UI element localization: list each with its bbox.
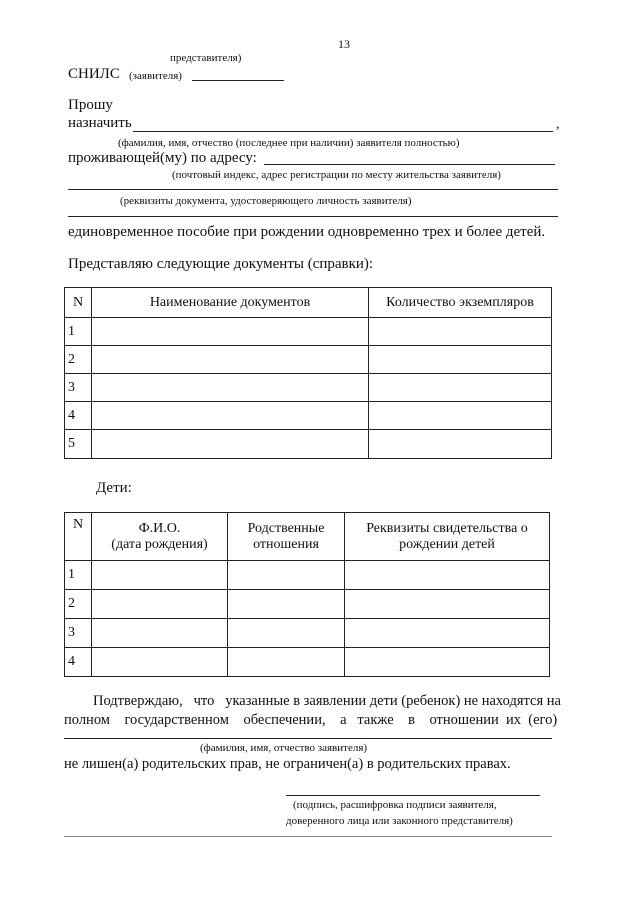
children-col-certificate — [345, 513, 550, 561]
row-number: 4 — [65, 648, 92, 677]
document-count-cell[interactable] — [369, 430, 552, 459]
document-count-cell[interactable] — [369, 402, 552, 430]
table-row — [65, 648, 550, 677]
documents-col-name: Наименование документов — [92, 288, 369, 318]
confirm-line-2: полном государственном обеспечении, а также в отношении их (его) — [64, 712, 558, 728]
row-number: 3 — [65, 619, 92, 648]
table-row — [65, 590, 550, 619]
documents-intro: Представляю следующие документы (справки): — [68, 256, 374, 272]
document-count-cell[interactable] — [369, 346, 552, 374]
id-doc-hint: (реквизиты документа, удостоверяющего личность заявителя) — [120, 195, 412, 207]
document-name-cell[interactable] — [92, 318, 369, 346]
row-number: 1 — [65, 318, 92, 346]
signature-hint-line-2: доверенного лица или законного представителя) — [286, 815, 513, 827]
address-field-2[interactable] — [68, 189, 558, 190]
assign-word: назначить — [68, 115, 132, 131]
certificate-header-line2: рождении детей — [399, 536, 495, 552]
snils-label: СНИЛС — [68, 66, 120, 82]
bottom-rule — [64, 836, 552, 837]
table-row — [65, 402, 552, 430]
children-label: Дети: — [96, 480, 132, 496]
documents-table — [64, 287, 552, 459]
table-row — [65, 619, 550, 648]
child-certificate-cell[interactable] — [345, 619, 550, 648]
child-certificate-cell[interactable] — [345, 561, 550, 590]
child-relation-cell[interactable] — [228, 590, 345, 619]
assign-comma: , — [556, 117, 560, 132]
row-number: 2 — [65, 590, 92, 619]
signature-hint-line-1: (подпись, расшифровка подписи заявителя, — [293, 799, 497, 811]
row-number: 5 — [65, 430, 92, 459]
table-row — [65, 346, 552, 374]
row-number: 4 — [65, 402, 92, 430]
page-number: 13 — [338, 37, 350, 51]
confirm-line-1: Подтверждаю, что указанные в заявлении дети (ребенок) не находятся на — [93, 693, 561, 709]
child-certificate-cell[interactable] — [345, 590, 550, 619]
rights-text: не лишен(а) родительских прав, не ограничен(а) в родительских правах. — [64, 756, 511, 772]
document-name-cell[interactable] — [92, 430, 369, 459]
document-name-cell[interactable] — [92, 346, 369, 374]
header-fragment: представителя) — [170, 52, 242, 64]
child-name-cell[interactable] — [92, 590, 228, 619]
children-col-n: N — [65, 513, 92, 561]
applicant-name-hint: (фамилия, имя, отчество заявителя) — [200, 742, 368, 754]
children-col-relation — [228, 513, 345, 561]
relation-header-line1: Родственные — [247, 520, 325, 536]
applicant-name-field[interactable] — [133, 131, 553, 132]
row-number: 3 — [65, 374, 92, 402]
request-word: Прошу — [68, 97, 113, 113]
relation-header-line2: отношения — [253, 536, 319, 552]
document-count-cell[interactable] — [369, 318, 552, 346]
child-relation-cell[interactable] — [228, 648, 345, 677]
table-row — [65, 561, 550, 590]
document-count-cell[interactable] — [369, 374, 552, 402]
signature-field[interactable] — [286, 795, 540, 796]
name-hint: (фамилия, имя, отчество (последнее при наличии) заявителя полностью) — [118, 137, 460, 149]
table-row — [65, 374, 552, 402]
child-certificate-cell[interactable] — [345, 648, 550, 677]
row-number: 1 — [65, 561, 92, 590]
id-doc-field[interactable] — [68, 216, 558, 217]
fio-header-line2: (дата рождения) — [111, 536, 208, 552]
child-name-cell[interactable] — [92, 619, 228, 648]
applicant-fullname-field[interactable] — [64, 738, 552, 739]
child-name-cell[interactable] — [92, 648, 228, 677]
fio-header-line1: Ф.И.О. — [138, 520, 181, 536]
residing-label: проживающей(му) по адресу: — [68, 150, 257, 166]
child-relation-cell[interactable] — [228, 561, 345, 590]
documents-col-n: N — [65, 288, 92, 318]
row-number: 2 — [65, 346, 92, 374]
children-table — [64, 512, 550, 677]
snils-field[interactable] — [192, 80, 284, 81]
address-field-1[interactable] — [264, 164, 555, 165]
table-row — [65, 318, 552, 346]
child-name-cell[interactable] — [92, 561, 228, 590]
document-name-cell[interactable] — [92, 402, 369, 430]
documents-col-count: Количество экземпляров — [369, 288, 552, 318]
document-name-cell[interactable] — [92, 374, 369, 402]
child-relation-cell[interactable] — [228, 619, 345, 648]
table-row — [65, 430, 552, 459]
children-col-fio — [92, 513, 228, 561]
address-hint: (почтовый индекс, адрес регистрации по месту жительства заявителя) — [172, 169, 501, 181]
certificate-header-line1: Реквизиты свидетельства о — [366, 520, 528, 536]
benefit-text: единовременное пособие при рождении одновременно трех и более детей. — [68, 224, 546, 240]
snils-sublabel: (заявителя) — [129, 70, 182, 82]
